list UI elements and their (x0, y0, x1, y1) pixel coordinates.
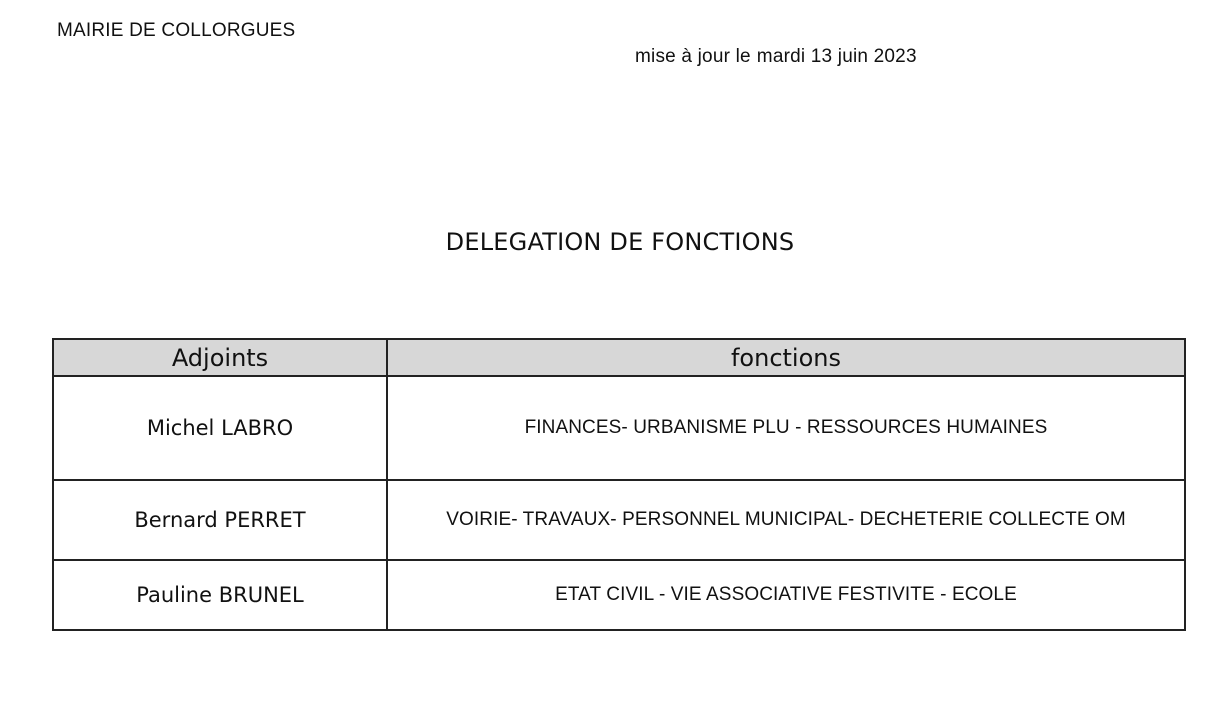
update-date: mardi 13 juin 2023 (756, 46, 917, 67)
update-label: mise à jour le (635, 46, 751, 67)
delegation-table (52, 338, 1186, 631)
column-header-adjoints: Adjoints (53, 339, 387, 376)
update-line (635, 46, 917, 68)
column-header-fonctions: fonctions (387, 339, 1185, 376)
adjoint-functions: ETAT CIVIL - VIE ASSOCIATIVE FESTIVITE - ECOLE (387, 560, 1185, 630)
table-header-row (53, 339, 1185, 376)
document-title: DELEGATION DE FONCTIONS (445, 228, 795, 256)
table-row (53, 376, 1185, 480)
table-row (53, 480, 1185, 560)
table-row (53, 560, 1185, 630)
adjoint-functions: FINANCES- URBANISME PLU - RESSOURCES HUMAINES (387, 376, 1185, 480)
adjoint-name: Pauline BRUNEL (53, 560, 387, 630)
adjoint-name: Bernard PERRET (53, 480, 387, 560)
adjoint-functions: VOIRIE- TRAVAUX- PERSONNEL MUNICIPAL- DECHETERIE COLLECTE OM (387, 480, 1185, 560)
organization-name: MAIRIE DE COLLORGUES (57, 20, 296, 41)
adjoint-name: Michel LABRO (53, 376, 387, 480)
